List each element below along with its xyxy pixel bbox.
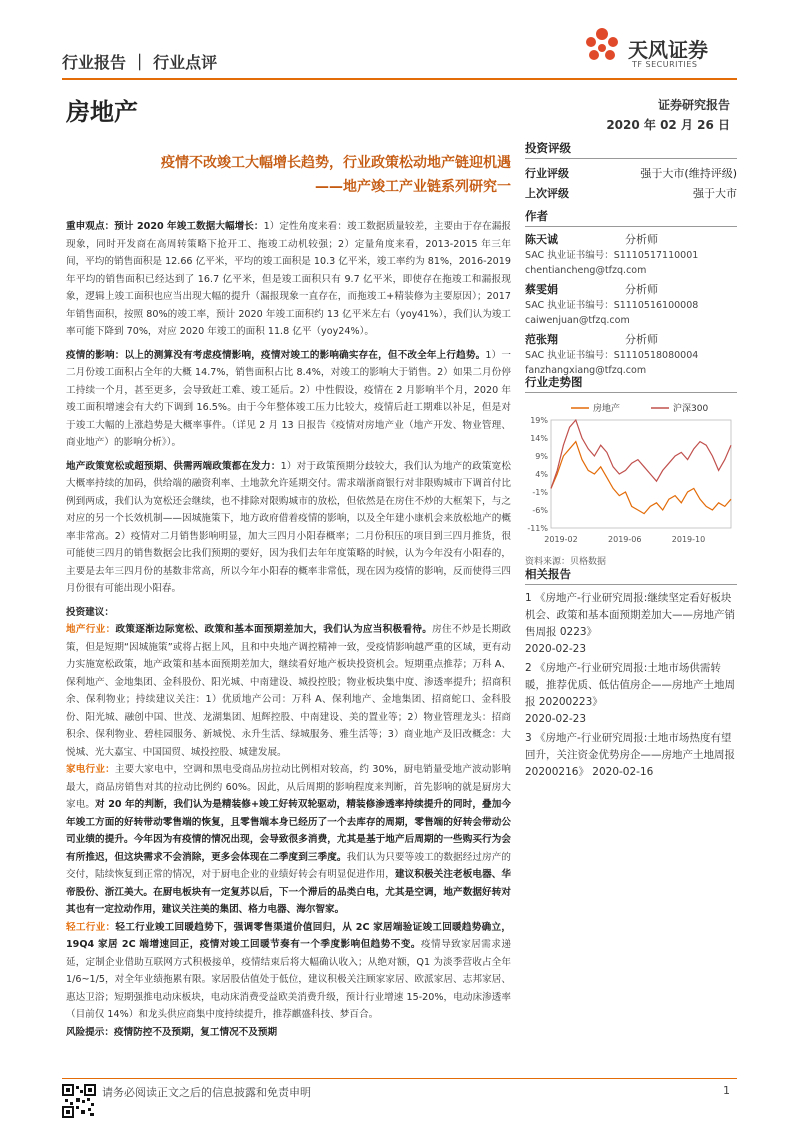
paragraph <box>66 919 511 1024</box>
report-date: 2020 年 02 月 26 日 <box>606 118 730 132</box>
y-tick-label: -11% <box>527 524 548 533</box>
rating-key: 行业评级 <box>525 167 569 180</box>
analyst-name: 陈天诚 <box>525 233 558 246</box>
related-box <box>525 566 737 783</box>
paragraph-text: 疫情导致家居需求递延，定制企业借助互联网方式积极接单，疫情结束后将大幅确认收入；从绝对额，Q1 为淡季营收占全年 1/6~1/5，对全年业绩拖累有限。家居股估值处于低位，建议积极关注顾家家居、欧派家居、志邦家居、惠达卫浴；短期强推电动床板块，电动床消费受益欧美消费升级，预计行业增速 15-20%，电动床渗透率（目前仅 14%）和龙头供应商集中度持续提升，推荐麒盛科技、梦百合。 <box>66 939 512 1020</box>
rating-box <box>525 140 737 204</box>
logo-text-en: TF SECURITIES <box>632 60 698 69</box>
related-report-date: 2020-02-23 <box>525 713 587 725</box>
analyst-email[interactable]: caiwenjuan@tfzq.com <box>525 315 630 326</box>
paragraph-bold: 建议积极关注老板电器、华帝股份、浙江美大。在厨电板块有一定复苏以后，下一个滞后的品类白电，尤其是空调，地产数据好转对其也有一定拉动作用，建议关注美的集团、格力电器、海尔智家。 <box>66 869 512 915</box>
paragraph-lead: 轻工行业： <box>66 921 116 933</box>
rating-value: 强于大市(维持评级) <box>640 167 737 180</box>
header-rule <box>62 78 737 80</box>
authors-box <box>525 208 737 378</box>
related-report[interactable] <box>525 660 737 728</box>
paragraph-lead: 地产政策宽松或超预期、供需两端政策都在发力： <box>66 460 281 472</box>
related-report[interactable] <box>525 730 737 781</box>
rating-row <box>525 164 737 184</box>
analyst-sac: SAC 执业证书编号：S1110518080004 <box>525 350 699 361</box>
analyst-role: 分析师 <box>625 333 658 346</box>
y-tick-label: -1% <box>532 488 548 497</box>
related-report-date: 2020-02-16 <box>592 766 654 778</box>
trend-box <box>525 374 737 567</box>
page-number: 1 <box>723 1084 730 1097</box>
paragraph <box>66 621 511 761</box>
rating-value: 强于大市 <box>693 187 737 200</box>
analyst-entry <box>525 282 737 328</box>
series-line <box>551 442 731 514</box>
analyst-sac: SAC 执业证书编号：S1110517110001 <box>525 250 699 261</box>
y-tick-label: -6% <box>532 506 548 515</box>
authors-heading: 作者 <box>525 208 737 227</box>
paragraph <box>66 761 511 919</box>
rating-row <box>525 184 737 204</box>
footer-disclaimer: 请务必阅读正文之后的信息披露和免责申明 <box>102 1086 311 1099</box>
related-heading: 相关报告 <box>525 566 737 585</box>
related-report[interactable] <box>525 590 737 658</box>
paragraph-text: 1）定性角度来看：竣工数据质量较差，主要由于存在漏报现象，同时开发商在高周转策略下抢开工、拖竣工动机较强；2）定量角度来看，2013-2015 年三年间，平均的销售面积是 12.66 亿平米，平均的竣工面积是 10.3 亿平米，竣工率约为 81%，2016-2019 年平均的销售面积已经达到了 16.7 亿平米，但是竣工面积只有 9.7 亿平米，即使存在拖竣工和漏报现象，逻辑上竣工面积也应当出现大幅的提升（漏报现象一直存在，而拖竣工+精装修为主要原因）；2017 年销售面积，按照 80%的竣工率，预计 2020 年竣工面积约 13 亿平米左右（yoy41%），我们认为竣工率可能下降到 70%，对应 2020 年竣工的面积 11.8 亿平（yoy24%）。 <box>66 221 511 337</box>
x-tick-label: 2019-02 <box>544 535 578 544</box>
report-title: 疫情不改竣工大幅增长趋势，行业政策松动地产链迎机遇 <box>161 155 511 171</box>
paragraph-text: 房住不炒是长期政策，但是短期“因城施策”或将占据上风，且和中央地产调控精神一致，受疫情影响越严重的区域，更有动力实施宽松政策，地产政策和基本面预期差加大，继续看好地产板块投资机会。短期重点推荐；万科 A、保利地产、金地集团、金科股份、阳光城、中南建设、城投控股；物业板块集中度、渗透率提升；招商积余、保利物业；持续建议关注：1）优质地产公司：万科 A、保利地产、金地集团、招商蛇口、金科股份、阳光城、融创中国、世茂、龙湖集团、旭辉控股、中南建设、美的置业等；2）物业管理龙头：招商积余、保利物业、碧桂园服务、新城悦、永升生活、绿城服务、雅生活等；3）商业地产及旧改概念：大悦城、光大嘉宝、中国国贸、城投控股、城建发展。 <box>66 624 512 758</box>
y-tick-label: 19% <box>530 416 548 425</box>
paragraph-bold: 对 20 年的判断，我们认为是精装修+竣工好转双轮驱动，精装修渗透率持续提升的同时，叠加今年竣工方面的好转带动零售端的恢复，且零售端本身已经历了一个去库存的周期，零售端的好转会带动公司业绩的提升。今年因为有疫情的情况出现，会导致很多消费，尤其是基于地产后周期的一些购买行为会有所推迟，但这块需求不会消除，更多会体现在二季度到三季度。 <box>66 799 511 863</box>
paragraph-text: 1）对于政策预期分歧较大，我们认为地产的政策宽松大概率持续的加码，供给端的融资利率、土地款允许延期交付。需求端浙商银行对非限购城市下调首付比例到两成，我们认为宽松还会继续，也不排除对限购城市的放松，但依然是在房住不炒的大框架下，与之对应的另一个长效机制——因城施策下，地方政府借着疫情的影响，以及全年建小康机会来放松地产的概率非常高。2）疫情对二月销售影响明显，加大三四月小阳春概率；二月份积压的项目到三四月推货，很可能使三四月的销售数据会比我们预期的要好，因为我们去年年度策略的时候，认为今年没有小阳春的，主要是去年三四月份的基数非常高，所以今年小阳春的概率非常低，现在因为疫情的影响，反而使得三四月份很有可能出现小阳春。 <box>66 460 512 594</box>
analyst-email[interactable]: chentiancheng@tfzq.com <box>525 265 647 276</box>
paragraph-bold: 轻工行业竣工回暖趋势下，强调零售渠道价值回归，从 2C 家居端验证竣工回暖趋势确立，19Q4 家居 2C 端增速回正，疫情对竣工回暖节奏有一个季度影响但趋势不变。 <box>66 921 511 950</box>
logo-mark-icon <box>580 24 624 68</box>
chart-source: 资料来源：贝格数据 <box>525 557 607 567</box>
report-subtitle: ——地产竣工产业链系列研究一 <box>315 179 511 195</box>
related-report-title[interactable]: 2 《房地产-行业研究周报:土地市场供需转暖，推荐优质、低估值房企——房地产土地周报 20200223》 <box>525 662 735 708</box>
rating-heading: 投资评级 <box>525 140 737 159</box>
x-tick-label: 2019-10 <box>671 535 706 544</box>
logo-text-cn: 天风证券 <box>628 38 708 62</box>
paragraph-lead: 重申观点：预计 2020 年竣工数据大幅增长： <box>66 221 264 232</box>
rating-key: 上次评级 <box>525 187 569 200</box>
analyst-entry <box>525 332 737 378</box>
analyst-name: 蔡雯娟 <box>525 283 558 296</box>
paragraph-bold: 政策逐渐边际宽松、政策和基本面预期差加大，我们认为应当积极看待。 <box>115 624 433 635</box>
paragraph-lead: 地产行业： <box>66 624 116 635</box>
series-line <box>551 420 731 488</box>
trend-heading: 行业走势图 <box>525 374 737 393</box>
main-body <box>66 218 511 1047</box>
company-logo <box>580 18 730 78</box>
analyst-sac: SAC 执业证书编号：S1110516100008 <box>525 300 699 311</box>
doc-type: 行业报告 ｜ 行业点评 <box>62 53 218 72</box>
sector-title: 房地产 <box>66 98 138 126</box>
y-tick-label: 4% <box>535 470 548 479</box>
paragraph-lead: 疫情的影响：以上的测算没有考虑疫情影响，疫情对竣工的影响确实存在，但不改全年上行趋势。 <box>66 349 486 361</box>
legend-label: 沪深300 <box>673 404 709 414</box>
analyst-entry <box>525 232 737 278</box>
analyst-name: 范张翔 <box>525 333 558 346</box>
related-report-title[interactable]: 3 《房地产-行业研究周报:土地市场热度有望回升，关注资金优势房企——房地产土地周报 20200216》 <box>525 732 735 778</box>
report-label: 证券研究报告 <box>657 98 730 112</box>
paragraph <box>66 347 511 452</box>
risk-warning: 风险提示：疫情防控不及预期，复工情况不及预期 <box>66 1026 278 1038</box>
y-tick-label: 14% <box>530 434 548 443</box>
paragraph <box>66 218 511 341</box>
paragraph-text: 1）一二月份竣工面积占全年的大概 14.7%，销售面积占比 8.4%，对竣工的影响大于销售。2）如果二月份停工持续一个月，甚至更多，会导致赶工难、竣工延后。2）中性假设，疫情在 2 月影响半个月，2020 年竣工面积增速会有大约下调到 16.5%。由于今年整体竣工压力比较大，疫情后赶工期难以补足，但是对于竣工大幅的上涨趋势是大概率事件。（详见 2 月 13 日报告《疫情对房地产业（地产开发、物业管理、商业地产）的影响分析》）。 <box>66 349 512 448</box>
related-report-title[interactable]: 1 《房地产-行业研究周报:继续坚定看好板块机会、政策和基本面预期差加大——房地产销售周报 0223》 <box>525 592 735 638</box>
y-tick-label: 9% <box>535 452 548 461</box>
analyst-role: 分析师 <box>625 283 658 296</box>
x-tick-label: 2019-06 <box>608 535 642 544</box>
paragraph-text: 主要大家电中，空调和黑电受商品房拉动比例相对较高，约 30%，厨电销量受地产波动影响最大，商品房销售对其的拉动比例约 60%。因此，从后周期的影响程度来判断，首先影响的就是厨房大家电。 <box>66 764 511 810</box>
related-report-date: 2020-02-23 <box>525 643 587 655</box>
advice-heading: 投资建议： <box>66 606 114 618</box>
paragraph <box>66 458 511 598</box>
qr-code-icon <box>62 1084 96 1118</box>
paragraph-text: 我们认为只要等竣工的数据经过房产的交付，陆续恢复到正常的情况，对于厨电企业的业绩好转会有明显促进作用， <box>66 851 512 880</box>
analyst-email[interactable]: fanzhangxiang@tfzq.com <box>525 365 647 376</box>
footer-rule <box>62 1078 737 1079</box>
analyst-role: 分析师 <box>625 233 658 246</box>
trend-chart <box>525 398 737 548</box>
legend-label: 房地产 <box>593 404 621 414</box>
paragraph-lead: 家电行业： <box>66 764 115 775</box>
